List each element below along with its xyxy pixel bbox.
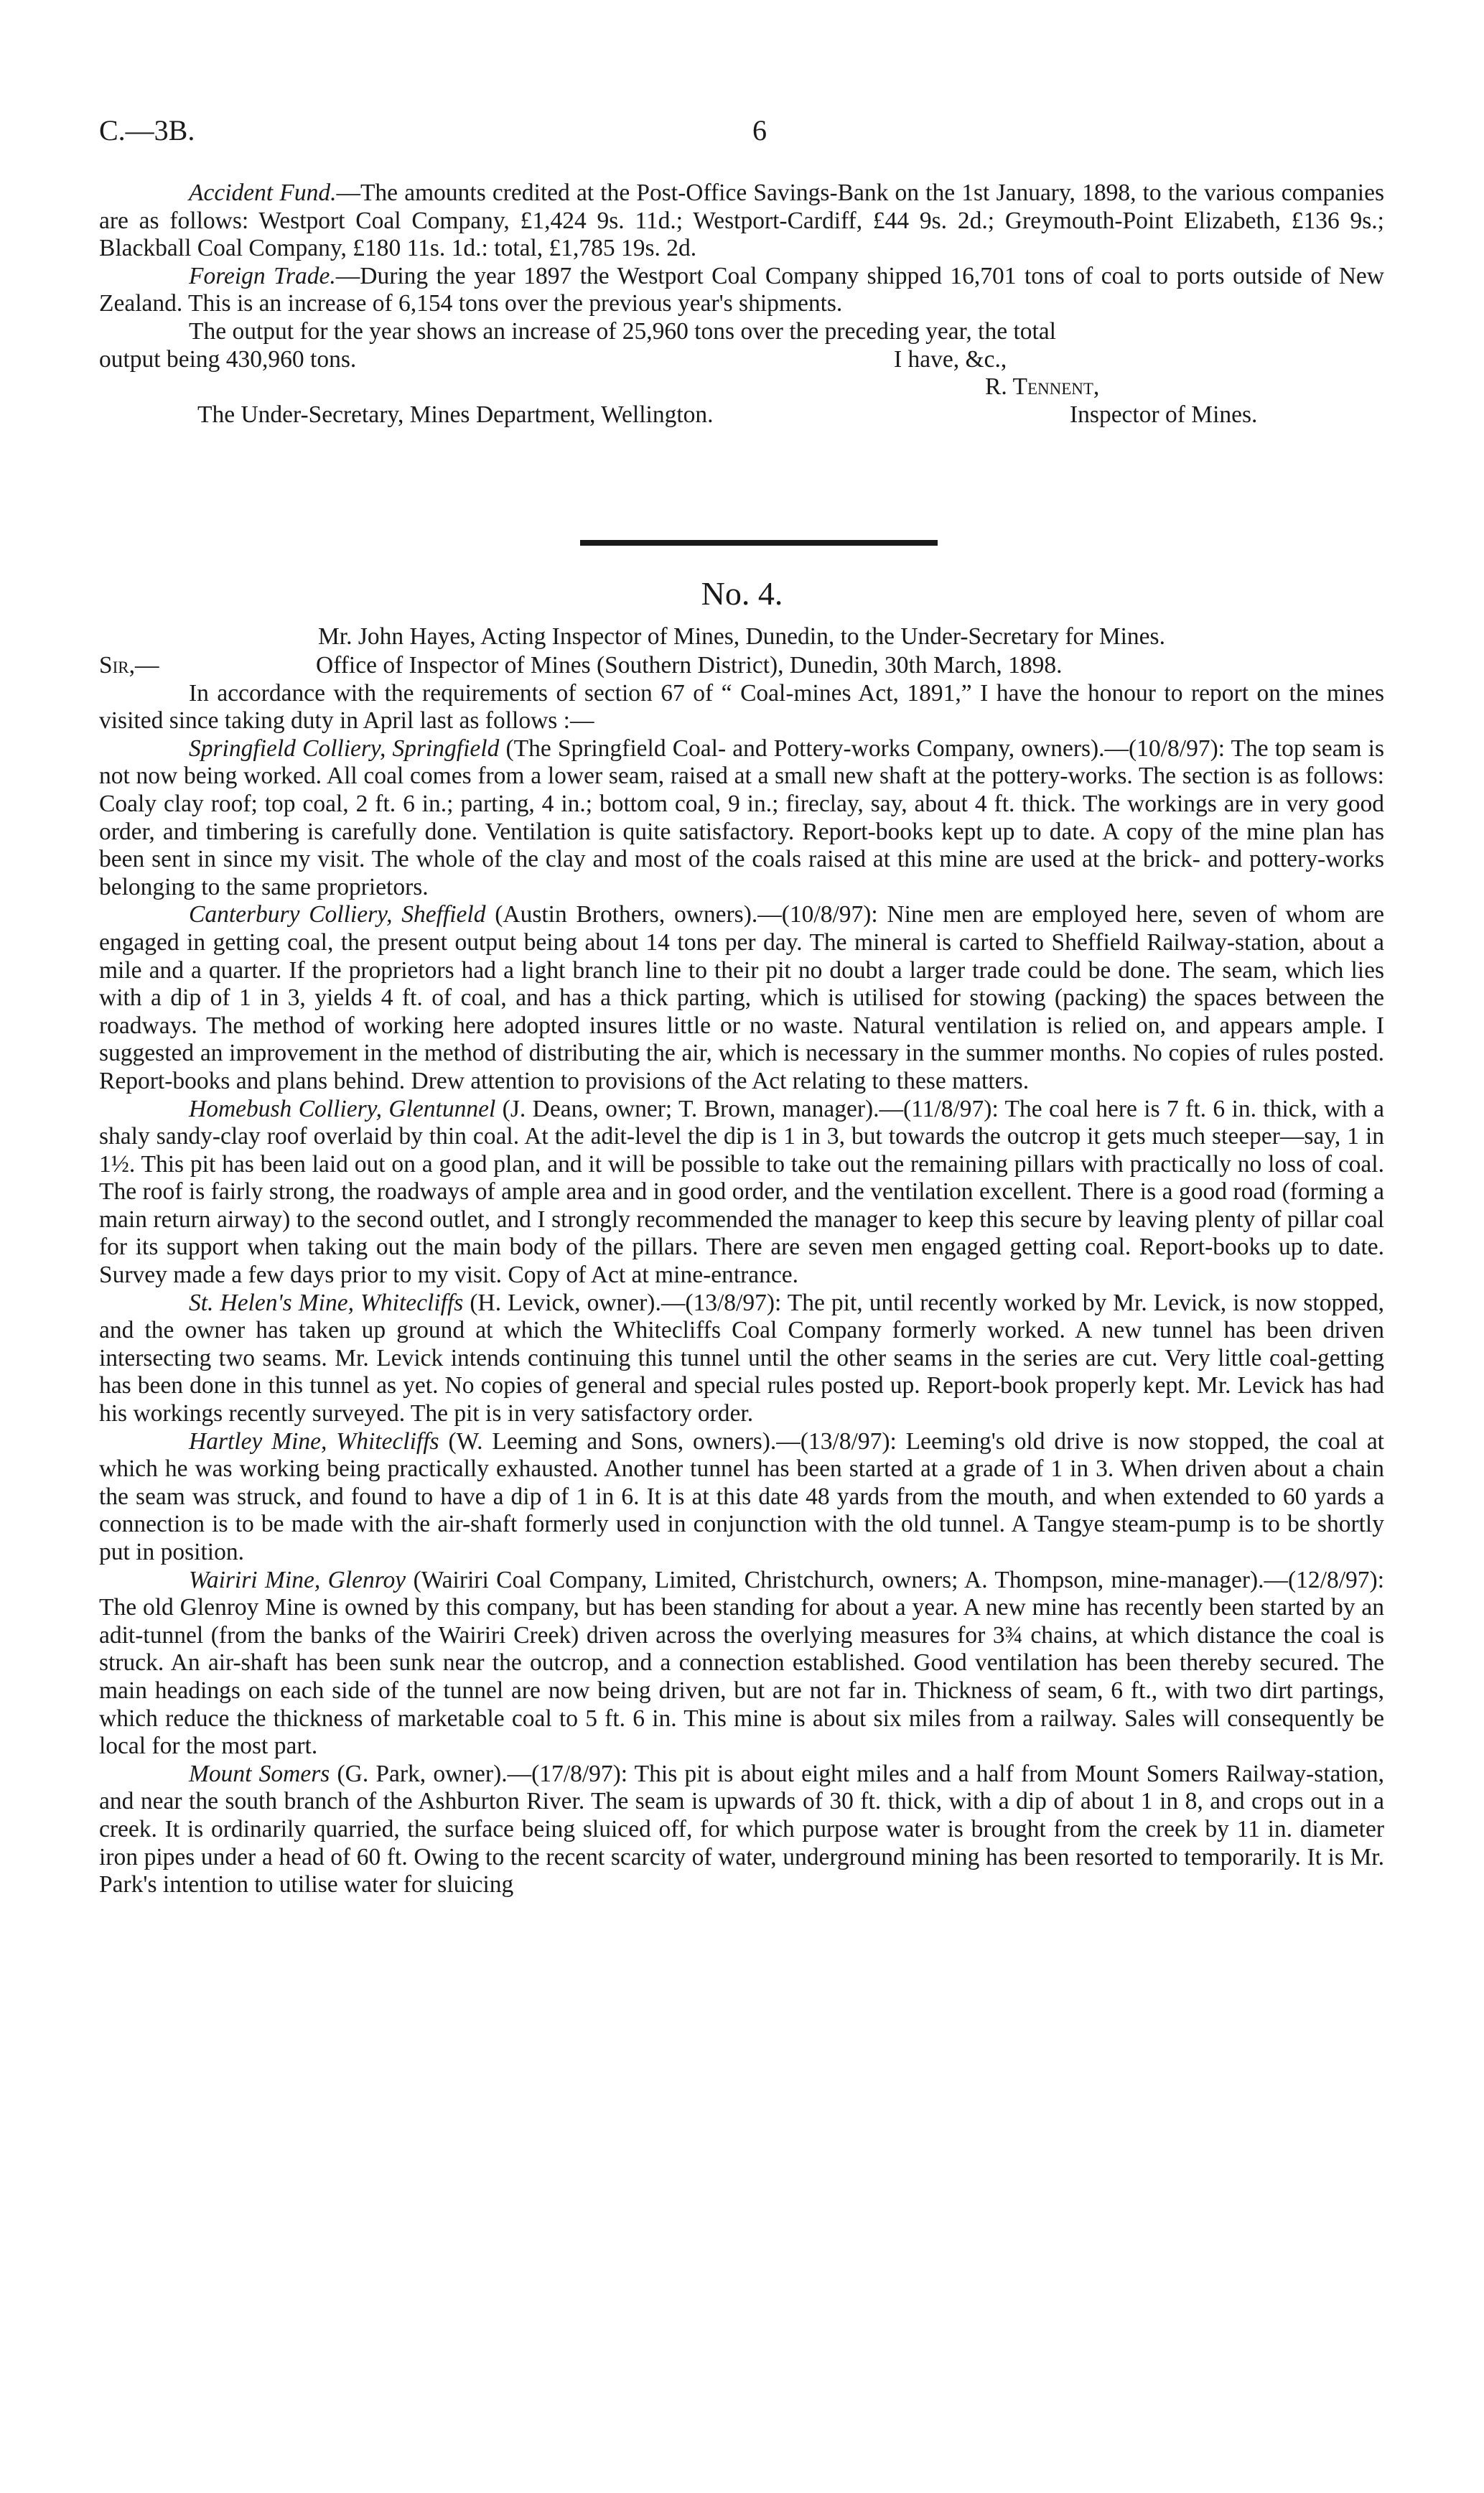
paragraph-text: —The amounts credited at the Post-Office Savings-Bank on the 1st January, 1898, to the various companies are as follows: Westport Coal Company, £1,424 9s. 11d.; Westport-Cardiff, £44 9s. 2d.; Greymouth-Point Elizabeth, £136 9s.; Blackball Coal Company, £180 11s. 1d.: total, £1,785 19s. 2d. — [99, 180, 1384, 262]
entry-mount-somers — [99, 1761, 1384, 1899]
office-line: Office of Inspector of Mines (Southern District), Dunedin, 30th March, 1898. — [316, 652, 1063, 679]
entry-homebush — [99, 1096, 1384, 1290]
entry-lead: Homebush Colliery, Glentunnel — [189, 1095, 496, 1122]
signatory-row — [99, 373, 1384, 401]
entry-canterbury — [99, 901, 1384, 1095]
report-body — [99, 652, 1384, 1899]
paragraph-text: The output for the year shows an increase of 25,960 tons over the preceding year, the total — [189, 317, 1056, 345]
closing-line: output being 430,960 tons. — [99, 345, 357, 373]
entry-text: (W. Leeming and Sons, owners).—(13/8/97): Leeming's old drive is now stopped, the coal at which he was working being practically exhausted. Another tunnel has been started at a grade of 1 in 3. When driven about a chain the seam was struck, and found to have a dip of 1 in 6. It is at this date 48 yards from the mouth, and when extended to 60 yards a connection is to be made with the air-shaft formerly used in conjunction with the old tunnel. A Tangye steam-pump is to be shortly put in position. — [99, 1427, 1384, 1565]
entry-lead: Springfield Colliery, Springfield — [189, 735, 500, 762]
report-subtitle: Mr. John Hayes, Acting Inspector of Mines, Dunedin, to the Under-Secretary for Mines. — [318, 623, 1165, 650]
top-section — [99, 180, 1384, 429]
entry-text: (J. Deans, owner; T. Brown, manager).—(11/8/97): The coal here is 7 ft. 6 in. thick, with a shaly sandy-clay roof overlaid by thin coal. At the adit-level the dip is 1 in 3, but towards the outcrop it gets much steeper—say, 1 in 1½. This pit has been laid out on a good plan, and it will be possible to take out the remaining pillars with practically no loss of coal. The roof is fairly strong, the roadways of ample area and in good order, and the ventilation excellent. There is a good road (forming a main return airway) to the second outlet, and I strongly recommended the manager to keep this secure by leaving plenty of pillar coal for its support when taking out the main body of the pillars. There are seven men engaged getting coal. Report-books up to date. Survey made a few days prior to my visit. Copy of Act at mine-entrance. — [99, 1095, 1384, 1289]
paragraph-lead: Foreign Trade. — [189, 262, 336, 289]
closing-salutation: I have, &c., — [894, 345, 1007, 373]
entry-wairiri — [99, 1567, 1384, 1761]
signatory-name: R. Tennent, — [985, 373, 1100, 401]
entry-text: (Wairiri Coal Company, Limited, Christchurch, owners; A. Thompson, mine-manager).—(12/8/97): The old Glenroy Mine is owned by this company, but has been standing for about a year. A new mine has recently been started by an adit-tunnel (from the banks of the Wairiri Creek) driven across the overlying measures for 3¾ chains, at which distance the coal is struck. An air-shaft has been sunk near the outcrop, and a connection established. Good ventilation has been thereby secured. The main headings on each side of the tunnel are now being driven, but are not far in. Thickness of seam, 6 ft., with two dirt partings, which reduce the thickness of marketable coal to 5 ft. 6 in. This mine is about six miles from a railway. Sales will consequently be local for the most part. — [99, 1566, 1384, 1760]
entry-springfield — [99, 735, 1384, 902]
paragraph-lead: Accident Fund. — [189, 180, 337, 206]
entry-lead: Wairiri Mine, Glenroy — [189, 1566, 406, 1593]
salutation: Sir,— — [99, 652, 159, 679]
entry-lead: St. Helen's Mine, Whitecliffs — [189, 1289, 464, 1316]
page-number: 6 — [752, 114, 767, 146]
addressee-row — [99, 401, 1384, 429]
paragraph-text: —During the year 1897 the Westport Coal Company shipped 16,701 tons of coal to ports outside of New Zealand. This is an increase of 6,154 tons over the previous year's shipments. — [99, 262, 1384, 317]
entry-lead: Mount Somers — [189, 1760, 330, 1787]
report-title: No. 4. — [701, 575, 783, 612]
entry-st-helens — [99, 1290, 1384, 1428]
entry-lead: Hartley Mine, Whitecliffs — [189, 1427, 439, 1455]
addressee: The Under-Secretary, Mines Department, Wellington. — [197, 401, 714, 428]
salutation-row — [99, 652, 1384, 680]
entry-lead: Canterbury Colliery, Sheffield — [189, 901, 486, 928]
entry-text: (G. Park, owner).—(17/8/97): This pit is about eight miles and a half from Mount Somers Railway-station, and near the south branch of the Ashburton River. The seam is upwards of 30 ft. thick, with a dip of about 1 in 8, and crops out in a creek. It is ordinarily quarried, the surface being sluiced off, for which purpose water is brought from the creek by 11 in. diameter iron pipes under a head of 60 ft. Owing to the recent scarcity of water, underground mining has been resorted to temporarily. It is Mr. Park's intention to utilise water for sluicing — [99, 1760, 1384, 1898]
closing-row — [99, 346, 1384, 374]
document-reference: C.—3B. — [99, 114, 195, 146]
page-header — [99, 113, 1391, 157]
entry-text: (The Springfield Coal- and Pottery-works Company, owners).—(10/8/97): The top seam is not now being worked. All coal comes from a lower seam, raised at a small new shaft at the pottery-works. The section is as follows: Coaly clay roof; top coal, 2 ft. 6 in.; parting, 4 in.; bottom coal, 9 in.; fireclay, say, about 4 ft. thick. The workings are in very good order, and timbering is carefully done. Ventilation is quite satisfactory. Report-books kept up to date. A copy of the mine plan has been sent in since my visit. The whole of the clay and most of the coals raised at this mine are used at the brick- and pottery-works belonging to the same proprietors. — [99, 735, 1384, 900]
entry-hartley — [99, 1428, 1384, 1567]
entry-text: (H. Levick, owner).—(13/8/97): The pit, until recently worked by Mr. Levick, is now stopped, and the owner has taken up ground at which the Whitecliffs Coal Company formerly worked. A new tunnel has been driven intersecting two seams. Mr. Levick intends continuing this tunnel until the other seams in the series are cut. Very little coal-getting has been done in this tunnel as yet. No copies of general and special rules posted up. Report-book properly kept. Mr. Levick has had his workings recently surveyed. The pit is in very satisfactory order. — [99, 1289, 1384, 1427]
report-intro: In accordance with the requirements of section 67 of “ Coal-mines Act, 1891,” I have the honour to report on the mines visited since taking duty in April last as follows :— — [99, 679, 1384, 735]
entry-text: (Austin Brothers, owners).—(10/8/97): Nine men are employed here, seven of whom are engaged in getting coal, the present output being about 14 tons per day. The mineral is carted to Sheffield Railway-station, about a mile and a quarter. If the proprietors had a light branch line to their pit no doubt a larger trade could be done. The seam, which lies with a dip of 1 in 3, yields 4 ft. of coal, and has a thick parting, which is utilised for stowing (packing) the spaces between the roadways. The method of working here adopted insures little or no waste. Natural ventilation is relied on, and appears ample. I suggested an improvement in the method of distributing the air, which is necessary in the summer months. No copies of rules posted. Report-books and plans behind. Drew attention to provisions of the Act relating to these matters. — [99, 901, 1384, 1094]
paragraph-foreign-trade — [99, 263, 1384, 318]
signatory-title: Inspector of Mines. — [1070, 401, 1258, 428]
section-divider — [580, 540, 938, 546]
paragraph-accident-fund — [99, 180, 1384, 263]
paragraph-output — [99, 318, 1384, 346]
